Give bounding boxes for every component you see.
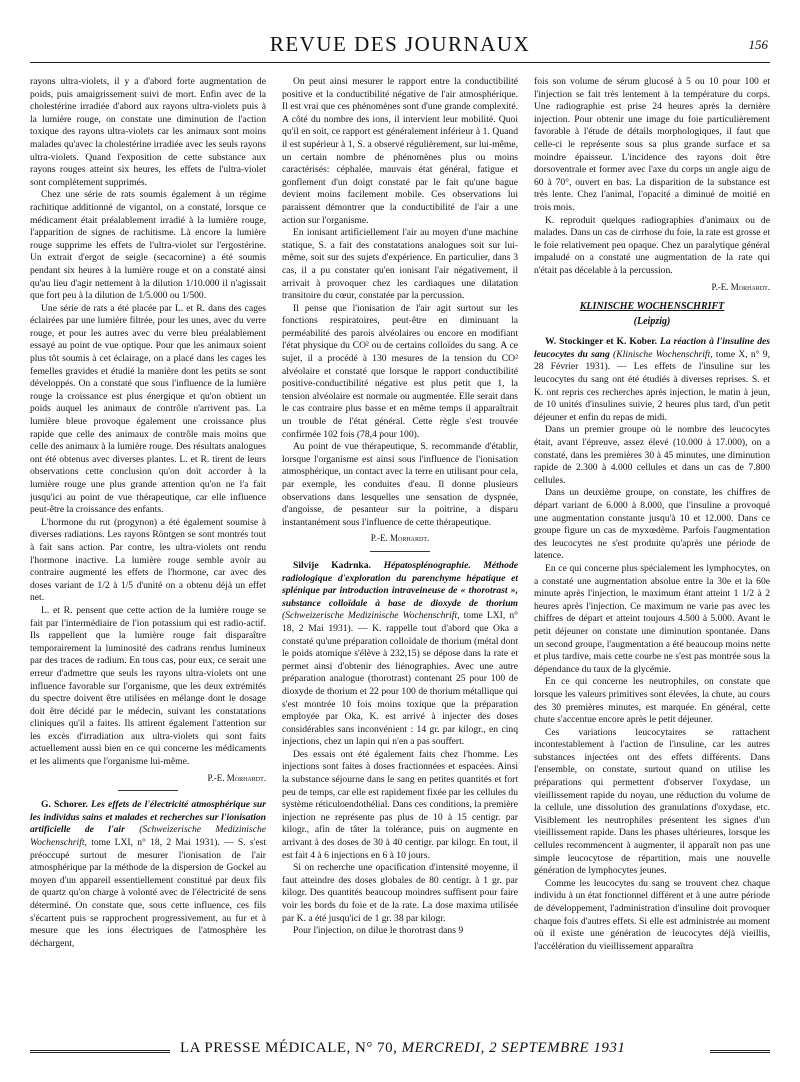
paragraph: Ces variations leucocytaires se rattachent incontestablement à l'action de l'insuline, car les autres substances injectées ont des effets différents. Dans l'ensemble, on constate, surtout quand on utilise les préparations qui permettent d'observer l'oxydase, un vieillissement rapide du noyau, une réduction du volume de la cellule, une dissolution des granulations d'oxydase, etc. Visiblement les neutrophiles présentent les signes d'un vieillissement rapide. Dans les phases ultérieures, lorsque les cellules recommencent à augmenter, il apparaît non pas une simple leucocytose de répartition, mais une nouvelle génération de lymphocytes jeunes. <box>534 726 770 877</box>
article-author: Silvije Kadrnka. <box>293 559 371 571</box>
paragraph: Au point de vue thérapeutique, S. recommande d'établir, lorsque l'organisme est ainsi sous l'influence de l'ionisation atmosphérique, un contact avec la terre en utilisant pour cela, par exemple, les conduites d'eau. Il donne plusieurs observations dans lesquelles une sensation de dyspnée, d'angoisse, de pesanteur sur la poitrine, a disparu instantanément sous l'influence de cette thérapeutique. <box>282 441 518 528</box>
paragraph: Des essais ont été également faits chez l'homme. Les injections sont faites à doses fractionnées et espacées. Ainsi la substance séjourne dans le sang en petites quantités et fort peu de temps, car elle est rapidement fixée par les cellules du système réticuloendothélial. Dans ces conditions, la première injection ne représente pas plus de 10 à 15 centigr. par kilogr., afin de tâter la tolérance, puis on augmente en arrivant à des doses de 30 à 40 centigr. par kilogr. En tout, il est fait 4 à 6 injections en 6 à 10 jours. <box>282 748 518 861</box>
article-columns <box>30 76 770 1036</box>
paragraph: K. reproduit quelques radiographies d'animaux ou de malades. Dans un cas de cirrhose du foie, la rate est grosse et le foie relativement peu opaque. Chez un paralytique général impaludé on a constaté une augmentation de la rate qui n'était pas décelable à la percussion. <box>534 214 770 276</box>
signature: P.-E. Morhardt. <box>370 533 430 544</box>
article-author: G. Schorer. <box>41 799 88 811</box>
footer-rule-left <box>30 1050 170 1053</box>
column-3 <box>534 76 770 1036</box>
paragraph: Il pense que l'ionisation de l'air agit surtout sur les fonctions respiratoires, peut-être en diminuant la perméabilité des parois alvéolaires ou encore en modifiant l'état physique du CO² ou de certains colloïdes du sang. A ce sujet, il a procédé à 130 mesures de la tension du CO² alvéolaire et constaté que lorsque le rapport conductibilité positive-conductibilité négative est plus petit que 1, la tension alvéolaire est normale ou augmentée. Elle serait dans le cas contraire plus basse et en même temps il apparaîtrait un trouble de l'état général. Cette règle s'est trouvée confirmée 102 fois (78,4 pour 100). <box>282 302 518 440</box>
paragraph: Pour l'injection, on dilue le thorotrast dans 9 <box>293 925 464 937</box>
paragraph: Une série de rats a été placée par L. et R. dans des cages éclairées par une lumière filtrée, pour les unes, avec du verre rouge, et pour les autres avec du verre bleu préalablement essayé au point de vue optique. Pour que les animaux soient plus tôt soumis à cet éclairage, on a placé dans les cages les femelles gravides et étudié la manière dont les petits se sont développés. On a constaté que sous l'influence de la lumière rouge la croissance est plus énergique et qu'on obtient un poids auquel les animaux de contrôle n'arrivent pas. La lumière bleue provoque également une croissance plus rapide que celle des animaux de contrôle mais moins que celle des animaux à la lumière rouge. Des résultats analogues ont été obtenus avec diverses plantes. L. et R. tirent de leurs observations cette conclusion qu'on doit accorder à la lumière rouge une plus grande attention qu'on ne l'a fait jusqu'ici au point de vue thérapeutique, car elle influence peut-être la croissance des enfants. <box>30 302 266 516</box>
column-2 <box>282 76 518 1036</box>
journal-name: LA PRESSE MÉDICALE, N° 70, <box>180 1040 398 1056</box>
article-body: tome X, n° 9, 28 Février 1931). — Les effets de l'insuline sur les leucocytes du sang ont été étudiés à diverses reprises. S. et K. ont repris ces recherches après injection, le matin à jeun, de 10 unités d'insulines suivie, 2 heures plus tard, d'un petit déjeuner et enfin du repas de midi. <box>534 348 770 423</box>
paragraph: Chez une série de rats soumis également à un régime rachitique additionné de vigantol, on a constaté, lorsque ce médicament était préalablement irradié à la lumière rouge, l'apparition de signes de rachitisme. Là encore la lumière rouge supprime les effets de l'ultra-violet sur l'ergostérine. Un extrait d'ergot de seigle (secacornine) a été soumis pendant six heures à la lumière rouge et on a constaté ainsi qu'au lieu d'agir nettement à la dilution 1/10.000 il n'agissait que fort peu à la dilution de 1/5.000 ou 1/500. <box>30 189 266 302</box>
paragraph: En ce qui concerne les neutrophiles, on constate que lorsque les valeurs primitives sont élevées, la chute, au cours des 30 premières minutes, est marquée. En général, cette chute s'accentue encore après le petit déjeuner. <box>534 676 770 726</box>
article-title: Hépatosplénographie. Méthode radiologique d'exploration du parenchyme hépatique et splénique par introduction intraveineuse de « thorotrast », substance colloïdale à base de dioxyde de thorium <box>282 559 518 609</box>
page-footer <box>30 1040 770 1060</box>
column-1 <box>30 76 266 1036</box>
article-title: Les effets de l'électricité atmosphérique sur les individus sains et malades et recherches sur l'ionisation artificielle de l'air <box>30 799 266 836</box>
article-source: (Schweizerische Medizinische Wochenschrift, <box>282 610 460 622</box>
page-title: REVUE DES JOURNAUX <box>269 32 531 56</box>
article-title: La réaction à l'insuline des leucocytes du sang <box>534 336 770 360</box>
journal-city: (Leipzig) <box>633 315 671 327</box>
article-author: W. Stockinger et K. Kober. <box>545 336 658 348</box>
article-body: tome LXI, n° 18, 2 Mai 1931). — S. s'est préoccupé surtout de mesurer l'ionisation de l'air atmosphérique par la méthode de la dispersion de Gockel au moyen d'un appareil essentiellement constitué par deux fils de quartz qu'on charge à volonté avec de l'électricité de sens déterminé. On constate que, sous cette influence, ces fils s'écartent puis se rapprochent progressivement, au fur et à mesure que les ions électriques de l'atmosphère les déchargent, <box>30 837 266 949</box>
article-divider <box>118 790 178 791</box>
signature: P.-E. Morhardt. <box>711 281 770 292</box>
paragraph: Dans un deuxième groupe, on constate, les chiffres de départ variant de 6.000 à 8.000, que l'insuline a provoqué une augmentation constante jusqu'à 10 et 12.000. Dans ce groupe figure un cas de myxœdème. Parfois l'augmentation des leucocytes ne s'est produite qu'après une période de latence. <box>534 487 770 562</box>
page-header <box>30 30 770 63</box>
signature: P.-E. Morhardt. <box>207 772 266 783</box>
article-kadrnka <box>282 560 518 749</box>
paragraph: L'hormone du rut (progynon) a été également soumise à diverses radiations. Les rayons Röntgen se sont montrés tout à fait sans action. Par contre, les ultra-violets ont rendu l'hormone inactive. La lumière rouge semble avoir au contraire augmenté les effets de l'hormone, car avec des doses variant de 1/2 à 1/5 d'unité on a obtenu déjà un effet net. <box>30 516 266 604</box>
paragraph: Comme les leucocytes du sang se trouvent chez chaque individu à un état fonctionnel différent et à une autre période de développement, l'administration d'insuline doit provoquer chaque fois d'autres effets. Si elle est administrée au moment où il existe une génération de leucocytes déjà vieillis, l'accélération du vieillissement apparaîtra <box>534 877 770 952</box>
issue-date: MERCREDI, 2 SEPTEMBRE 1931 <box>401 1040 626 1056</box>
article-stockinger <box>534 336 770 424</box>
paragraph: Dans un premier groupe où le nombre des leucocytes était, avant l'épreuve, assez élevé (10.000 à 17.000), on a constaté, dans les premières 30 à 45 minutes, une diminution rapide de 2.300 à 4.000 cellules et dans un cas de 7.800 cellules. <box>534 424 770 486</box>
paragraph: En ce qui concerne plus spécialement les lymphocytes, on a constaté une augmentation absolue entre la 30e et la 60e minute après l'injection, le maximum étant atteint 1 1/2 à 2 heures après l'injection. Ce maximum ne varie pas avec les chiffres de départ et atteint toujours 4.500 à 5.000. Avant le petit déjeuner on constate une diminution spontanée. Dans un second groupe, l'augmentation a été beaucoup moins nette et plus tardive, mais cette courbe ne s'est pas montrée sous la dépendance du taux de la glycémie. <box>534 562 770 675</box>
article-source: (Schweizerische Medizinische Wochenschrift, <box>30 824 266 849</box>
paragraph: Si on recherche une opacification d'intensité moyenne, il faut atteindre des doses globales de 80 centigr. à 1 gr. par kilogr. Des quantités beaucoup moindres suffisent pour faire voir les bords du foie et de la rate. La dose maxima utilisée par K. a été jusqu'ici de 1 gr. 38 par kilogr. <box>282 862 518 924</box>
page-number: 156 <box>748 37 768 52</box>
paragraph: fois son volume de sérum glucosé à 5 ou 10 pour 100 et l'injection se fait très lentement à la température du corps. Une radiographie est prise 24 heures après la dernière injection. Pour obtenir une image du foie particulièrement favorable à l'étude de détails morphologiques, il faut que celle-ci le représente sous sa plus grande surface et sa moindre épaisseur. L'incidence des rayons doit être dorsoventrale et former avec l'axe du corps un angle aigu de 60 à 70°, ouvert en bas. La disparition de la substance est très lente. Chez l'animal, l'opacité a diminué de moitié en trois mois. <box>534 76 770 213</box>
footer-rule-right <box>710 1050 770 1053</box>
article-body: tome LXI, n° 18, 2 Mai 1931). — K. rappelle tout d'abord que Oka a constaté qu'une préparation colloïdale de thorium (métal dont le poids atomique s'élève à 232,15) se dépose dans la rate et permet ainsi d'obtenir des liénographies. Avec une autre préparation analogue (thorotrast) contenant 25 pour 100 de dioxyde de thorium et 22 pour 100 de thorium métallique qui s'est montrée 10 fois moins toxique que la préparation employée par Oka, K. est arrivé à injecter des doses considérables sans inconvénient : 14 gr. par kilogr., en cinq injections, chez un lapin qui n'en a pas souffert. <box>282 610 518 748</box>
article-schorer <box>30 799 266 950</box>
journal-heading: KLINISCHE WOCHENSCHRIFT <box>579 301 725 313</box>
article-divider <box>370 551 430 552</box>
paragraph: En ionisant artificiellement l'air au moyen d'une machine statique, S. a fait des constatations analogues soit sur lui-même, soit sur des sujets d'expérience. En particulier, dans 3 cas, il a pu constater qu'en ionisant l'air négativement, il arrivait à provoquer chez les cardiaques une dilatation transitoire du cœur, constatée par la percussion. <box>282 227 518 302</box>
footer-text <box>180 1040 625 1057</box>
article-source: (Klinische Wochenschrift, <box>613 348 713 360</box>
paragraph: L. et R. pensent que cette action de la lumière rouge se fait par l'intermédiaire de l'ion potassium qui est radio-actif. Ils rappellent que la lumière rouge fait disparaître temporairement la luminosité des cadrans rendus lumineux par des traces de radium. En tous cas, pour eux, ce serait une erreur d'admettre que seuls les rayons ultra-violets ont une influence favorable sur l'organisme, que les deux extrémités du spectre doivent être utilisées en mélange dont le dosage doit être décidé par le médecin, suivant les constatations cliniques qu'il a faites. Ils attirent également l'attention sur les excès d'irradiation aux ultra-violets qui sont faits actuellement aussi bien en ce qui concerne les médicaments et les aliments que l'organisme lui-même. <box>30 604 266 768</box>
paragraph: On peut ainsi mesurer le rapport entre la conductibilité positive et la conductibilité négative de l'air atmosphérique. Il est vrai que ces phénomènes sont d'une grande complexité. A côté du nombre des ions, il intervient leur mobilité. Quoi qu'il en soit, ce rapport est généralement inférieur à 1. Quand il est supérieur à 1, S. a observé régulièrement, sur lui-même, un certain nombre de phénomènes plus ou moins caractérisés: céphalée, mauvais état général, fatigue et gonflement d'un doigt constaté par le fait qu'une bague devient moins facilement mobile. Ces observations lui paraissent démontrer que la conductibilité de l'air a une action sur l'organisme. <box>282 76 518 226</box>
paragraph: rayons ultra-violets, il y a d'abord forte augmentation de poids, puis amaigrissement suivi de mort. Enfin avec de la cholestérine irradiée d'abord aux rayons ultra-violets puis à la lumière rouge, on constate une diminution de l'action toxique des rayons ultra-violets car les animaux sont moins malades qu'avec la cholestérine irradiée avec les seuls rayons ultra-violets. Quand l'exposition de cette substance aux rayons rouges atteint six heures, les effets de l'ultra-violet sont complètement supprimés. <box>30 76 266 188</box>
